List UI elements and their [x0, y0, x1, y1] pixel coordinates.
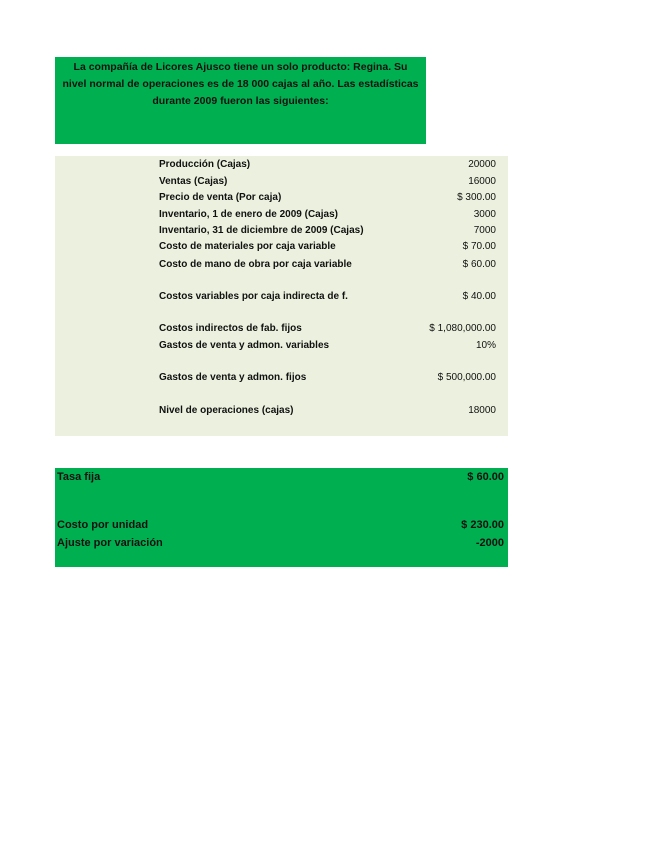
table-row [55, 257, 508, 273]
row-value: 18000 [468, 405, 496, 416]
row-label: Costos variables por caja indirecta de f. [159, 291, 348, 302]
row-label: Costo de mano de obra por caja variable [159, 259, 352, 270]
row-label: Inventario, 1 de enero de 2009 (Cajas) [159, 209, 338, 220]
row-value: $ 1,080,000.00 [429, 323, 496, 334]
table-row [55, 321, 508, 337]
intro-text: La compañía de Licores Ajusco tiene un solo producto: Regina. Su nivel normal de operaciones es de 18 000 cajas al año. Las estadísticas durante 2009 fueron las siguientes: [62, 61, 419, 107]
intro-box [55, 57, 426, 144]
table-row [55, 239, 508, 255]
row-label: Gastos de venta y admon. variables [159, 340, 330, 351]
row-label: Ventas (Cajas) [159, 176, 228, 187]
row-value: 16000 [468, 176, 496, 187]
row-label: Inventario, 31 de diciembre de 2009 (Cajas) [159, 225, 364, 236]
table-row [55, 190, 508, 206]
row-label: Costos indirectos de fab. fijos [159, 323, 302, 334]
table-row [55, 157, 508, 173]
summary-box [55, 468, 508, 567]
row-value: $ 500,000.00 [437, 372, 496, 383]
row-value: $ 70.00 [462, 241, 496, 252]
table-row [55, 223, 508, 239]
summary-row [55, 517, 508, 534]
summary-value: $ 60.00 [467, 471, 504, 483]
table-row [55, 338, 508, 354]
row-value: $ 60.00 [462, 259, 496, 270]
table-row [55, 174, 508, 190]
table-row [55, 370, 508, 386]
table-row [55, 207, 508, 223]
row-label: Gastos de venta y admon. fijos [159, 372, 307, 383]
row-label: Costo de materiales por caja variable [159, 241, 336, 252]
row-label: Precio de venta (Por caja) [159, 192, 282, 203]
table-row [55, 289, 508, 305]
row-value: 3000 [473, 209, 496, 220]
summary-label: Tasa fija [57, 471, 101, 483]
row-value: 20000 [468, 159, 496, 170]
row-value: 7000 [473, 225, 496, 236]
summary-row [55, 535, 508, 552]
row-label: Producción (Cajas) [159, 159, 251, 170]
summary-label: Costo por unidad [57, 519, 149, 531]
summary-value: -2000 [475, 537, 504, 549]
row-value: 10% [475, 340, 496, 351]
summary-value: $ 230.00 [461, 519, 504, 531]
statistics-table [55, 156, 508, 436]
summary-row [55, 469, 508, 486]
summary-label: Ajuste por variación [57, 537, 163, 549]
row-value: $ 300.00 [457, 192, 496, 203]
row-value: $ 40.00 [462, 291, 496, 302]
table-row [55, 403, 508, 419]
row-label: Nivel de operaciones (cajas) [159, 405, 294, 416]
